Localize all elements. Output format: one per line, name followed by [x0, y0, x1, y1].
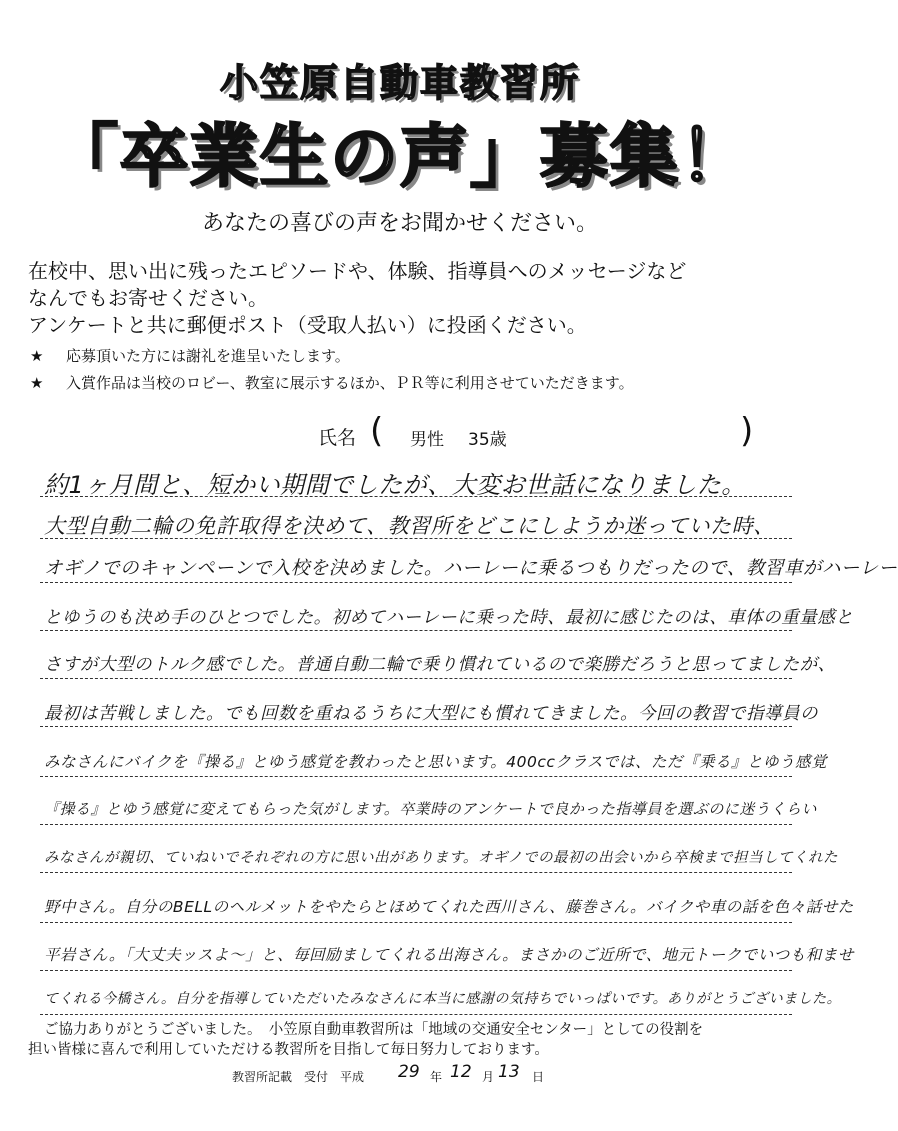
received-day: 13: [498, 1062, 520, 1082]
year-label: 年: [430, 1070, 443, 1084]
handwritten-line-11: 平岩さん。「大丈夫ッスよ～」と、毎回励ましてくれる出海さん。まさかのご近所で、地元トークでいつも和ませ: [44, 946, 854, 964]
main-title: 「卒業生の声」募集！: [49, 118, 750, 197]
name-gender: 男性: [410, 430, 444, 450]
paren-close: ): [740, 411, 754, 451]
name-age: 35歳: [468, 430, 507, 450]
handwritten-line-8: 『操る』とゆう感覚に変えてもらった気がします。卒業時のアンケートで良かった指導員を選ぶのに迷うくらい: [44, 800, 817, 818]
ruled-line: [40, 678, 792, 679]
day-label: 日: [532, 1070, 545, 1084]
handwritten-line-10: 野中さん。自分のBELLのヘルメットをやたらとほめてくれた西川さん、藤巻さん。バイクや車の話を色々話せた: [44, 898, 854, 916]
ruled-line: [40, 1014, 792, 1015]
ruled-line: [40, 630, 792, 631]
handwritten-line-3: オギノでのキャンペーンで入校を決めました。ハーレーに乗るつもりだったので、教習車がハーレー: [44, 558, 898, 579]
month-label: 月: [482, 1070, 495, 1084]
name-field: [0, 411, 800, 455]
office-use-section: [0, 1062, 800, 1090]
footer-line-2: 担い皆様に喜んで利用していただける教習所を目指して毎日努力しております。: [28, 1042, 549, 1058]
school-name: 小笠原自動車教習所: [219, 61, 580, 105]
intro-line-1: 在校中、思い出に残ったエピソードや、体験、指導員へのメッセージなど: [28, 259, 687, 283]
handwritten-line-1: 約1ヶ月間と、短かい期間でしたが、大変お世話になりました。: [44, 471, 746, 499]
ruled-line: [40, 582, 792, 583]
paren-open: (: [370, 411, 384, 451]
handwritten-line-2: 大型自動二輪の免許取得を決めて、教習所をどこにしようか迷っていた時、: [44, 514, 775, 538]
ruled-line: [40, 726, 792, 727]
note-reward: [30, 345, 350, 366]
ruled-line: [40, 922, 792, 923]
intro-line-2: なんでもお寄せください。: [28, 286, 268, 310]
era-label: 平成: [340, 1070, 365, 1084]
handwritten-line-6: 最初は苦戦しました。でも回数を重ねるうちに大型にも慣れてきました。今回の教習で指導員の: [44, 704, 818, 724]
ruled-line: [40, 824, 792, 825]
subtitle: あなたの喜びの声をお聞かせください。: [201, 211, 598, 236]
intro-line-3: アンケートと共に郵便ポスト（受取人払い）に投函ください。: [28, 313, 587, 337]
ruled-line: [40, 872, 792, 873]
handwritten-line-9: みなさんが親切、ていねいでそれぞれの方に思い出があります。オギノでの最初の出会いから卒検まで担当してくれた: [44, 850, 838, 866]
name-label: 氏名: [318, 427, 357, 449]
received-year: 29: [398, 1062, 420, 1082]
note-exhibit: [30, 372, 634, 393]
handwritten-line-4: とゆうのも決め手のひとつでした。初めてハーレーに乗った時、最初に感じたのは、車体の重量感と: [44, 608, 854, 628]
handwritten-line-7: みなさんにバイクを『操る』とゆう感覚を教わったと思います。400ccクラスでは、ただ『乗る』とゆう感覚: [44, 753, 827, 771]
office-use-label: 教習所記載 受付: [232, 1070, 329, 1084]
star-icon: ★: [30, 347, 44, 365]
ruled-line: [40, 776, 792, 777]
handwritten-line-5: さすが大型のトルク感でした。普通自動二輪で乗り慣れているので楽勝だろうと思ってましたが、: [44, 655, 836, 675]
footer-line-1: ご協力ありがとうございました。 小笠原自動車教習所は「地域の交通安全センター」としての役割を: [44, 1022, 704, 1038]
note-text: 応募頂いた方には謝礼を進呈いたします。: [66, 347, 350, 365]
note-text: 入賞作品は当校のロビー、教室に展示するほか、ＰＲ等に利用させていただきます。: [66, 374, 634, 392]
handwritten-line-12: てくれる今橋さん。自分を指導していただいたみなさんに本当に感謝の気持ちでいっぱいです。ありがとうございました。: [44, 991, 842, 1007]
received-month: 12: [450, 1062, 472, 1082]
ruled-line: [40, 970, 792, 971]
star-icon: ★: [30, 374, 44, 392]
